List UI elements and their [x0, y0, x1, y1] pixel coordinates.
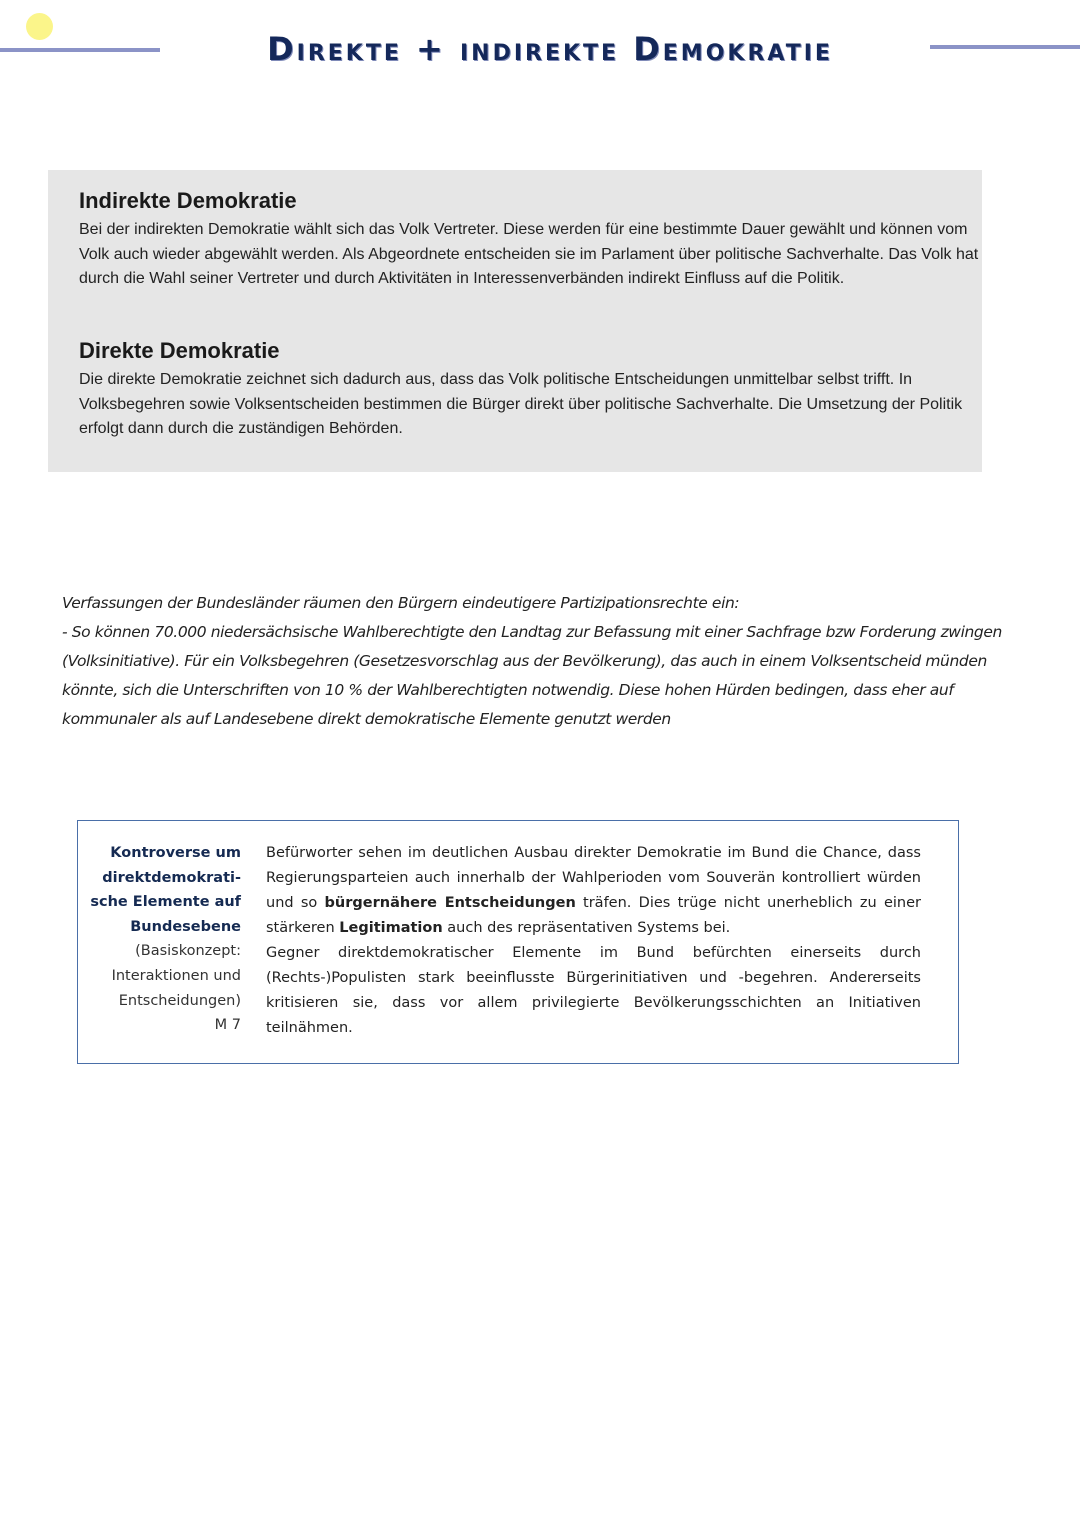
definitions-box [48, 170, 982, 472]
page-title: Direkte + indirekte Demokratie [267, 30, 833, 68]
source-box-m7 [77, 820, 959, 1064]
pro-bold-legitimation: Legitimation [339, 920, 443, 936]
notes-body: - So können 70.000 niedersächsische Wahlberechtigte den Landtag zur Befassung mit einer Sachfrage bzw Forderung zwingen (Volksinitiative). Für ein Volksbegehren (Gesetzesvorschlag aus der Bevölkerung), das auch in einem Volksentscheid münden könnte, sich die Unterschriften von 10 % der Wahlberechtigten notwendig. Diese hohen Hürden bedingen, dass eher auf kommunaler als auf Landesebene direkt demokratische Elemente genutzt werden [62, 623, 1002, 728]
direct-democracy-text: Die direkte Demokratie zeichnet sich dadurch aus, dass das Volk politische Entscheidungen unmittelbar selbst trifft. In Volksbegehren sowie Volksentscheiden bestimmen die Bürger direkt über politische Sachverhalte. Die Umsetzung der Politik erfolgt dann durch die zuständigen Behörden. [79, 371, 963, 437]
pro-text-1: Befürworter sehen im deutlichen Ausbau direkter Demokratie im Bund die Chance, dass Regierungsparteien auch innerhalb der Wahlperioden vom Souverän kontrolliert würden und so [266, 845, 921, 911]
pro-text-2: träfen. Dies trüge nicht unerheblich zu einer stärkeren [266, 895, 922, 936]
notes-intro: Verfassungen der Bundesländer räumen den Bürgern eindeutigere Partizipationsrechte ein: [62, 594, 740, 612]
handwritten-notes [62, 589, 1022, 734]
source-paragraph-pro [266, 841, 921, 941]
source-paragraph-contra: Gegner direktdemokratischer Elemente im Bund befürchten einerseits durch (Rechts-)Populisten stark beeinflusste Bürgerinitiativen und -begehren. Andererseits kritisieren sie, dass vor allem privilegierte Bevölkerungsschichten an Initiativen teilnähmen. [266, 945, 921, 1036]
source-text [266, 841, 921, 1041]
source-label: M 7 [214, 1017, 241, 1034]
pro-text-3: auch des repräsentativen Systems bei. [442, 920, 731, 936]
pro-bold-decisions: bürgernähere Entscheidungen [324, 895, 576, 911]
direct-democracy-heading: Direkte Demokratie [79, 338, 280, 363]
source-concept: (Basiskonzept: Interaktionen und Entscheidungen) [111, 943, 241, 1009]
source-sidebar [86, 841, 241, 1038]
indirect-democracy-heading: Indirekte Demokratie [79, 188, 297, 213]
indirect-democracy-section [79, 186, 979, 292]
source-title: Kontroverse um direktdemokrati- sche Elemente auf Bundesebene [90, 845, 241, 935]
indirect-democracy-text: Bei der indirekten Demokratie wählt sich das Volk Vertreter. Diese werden für eine bestimmte Dauer gewählt und können vom Volk auch wieder abgewählt werden. Als Abgeordnete entscheiden sie im Parlament über politische Sachverhalte. Das Volk hat durch die Wahl seiner Vertreter und durch Aktivitäten in Interessenverbänden indirekt Einfluss auf die Politik. [79, 221, 979, 287]
direct-democracy-section [79, 336, 979, 442]
